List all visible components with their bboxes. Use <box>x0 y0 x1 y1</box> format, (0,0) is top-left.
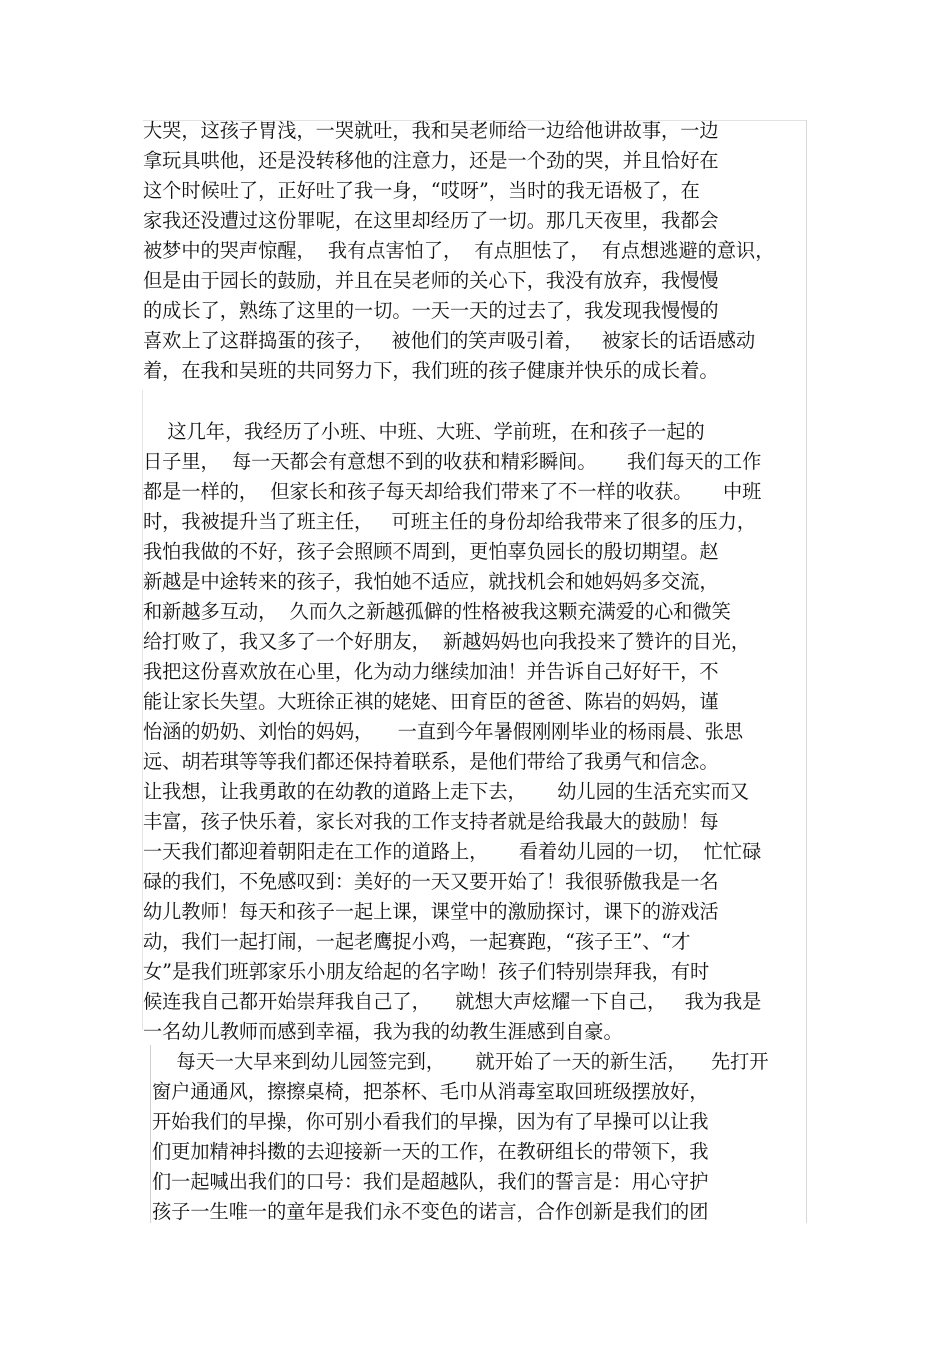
text-line: 日子里， 每一天都会有意想不到的收获和精彩瞬间。 我们每天的工作 <box>143 450 762 473</box>
text-line: 都是一样的， 但家长和孩子每天却给我们带来了不一样的收获。 中班 <box>143 480 762 503</box>
text-line: 大哭，这孩子胃浅，一哭就吐，我和吴老师给一边给他讲故事，一边 <box>143 119 719 142</box>
text-line: 女”是我们班郭家乐小朋友给起的名字呦！孩子们特别崇拜我，有时 <box>143 960 710 983</box>
text-line: 我怕我做的不好，孩子会照顾不周到，更怕辜负园长的殷切期望。赵 <box>143 540 719 563</box>
text-line: 这个时候吐了，正好吐了我一身，“哎呀”，当时的我无语极了，在 <box>143 179 700 202</box>
text-line: 着，在我和吴班的共同努力下，我们班的孩子健康并快乐的成长着。 <box>143 359 719 382</box>
page-border-right <box>806 120 807 1223</box>
text-line: 新越是中途转来的孩子，我怕她不适应，就找机会和她妈妈多交流， <box>143 570 719 593</box>
text-line: 家我还没遭过这份罪呢，在这里却经历了一切。那几天夜里，我都会 <box>143 209 719 232</box>
paragraph-start-line: 每天一大早来到幼儿园签完到， 就开始了一天的新生活， 先打开 <box>152 1050 769 1073</box>
text-line: 怡涵的奶奶、刘怡的妈妈， 一直到今年暑假刚刚毕业的杨雨晨、张思 <box>143 720 744 743</box>
text-line: 一天我们都迎着朝阳走在工作的道路上， 看着幼儿园的一切， 忙忙碌 <box>143 840 762 863</box>
page-border-left-lower <box>150 1045 151 1223</box>
text-line: 的成长了，熟练了这里的一切。一天一天的过去了，我发现我慢慢的 <box>143 299 719 322</box>
text-line: 幼儿教师！每天和孩子一起上课，课堂中的激励探讨，课下的游戏活 <box>143 900 719 923</box>
text-line: 我把这份喜欢放在心里，化为动力继续加油！并告诉自己好好干，不 <box>143 660 719 683</box>
text-line: 孩子一生唯一的童年是我们永不变色的诺言，合作创新是我们的团 <box>152 1200 709 1223</box>
text-line: 远、胡若琪等等我们都还保持着联系，是他们带给了我勇气和信念。 <box>143 750 719 773</box>
text-line: 给打败了，我又多了一个好朋友， 新越妈妈也向我投来了赞许的目光， <box>143 630 751 653</box>
text-line: 碌的我们，不免感叹到：美好的一天又要开始了！我很骄傲我是一名 <box>143 870 719 893</box>
text-line: 一名幼儿教师而感到幸福，我为我的幼教生涯感到自豪。 <box>143 1020 623 1043</box>
text-line: 让我想，让我勇敢的在幼教的道路上走下去， 幼儿园的生活充实而又 <box>143 780 750 803</box>
paragraph-start-line: 这几年，我经历了小班、中班、大班、学前班，在和孩子一起的 <box>143 420 705 443</box>
text-line: 喜欢上了这群捣蛋的孩子， 被他们的笑声吸引着， 被家长的话语感动 <box>143 329 756 352</box>
text-line: 能让家长失望。大班徐正祺的姥姥、田育臣的爸爸、陈岩的妈妈，谨 <box>143 690 719 713</box>
text-line: 丰富，孩子快乐着，家长对我的工作支持者就是给我最大的鼓励！每 <box>143 810 719 833</box>
text-line: 候连我自己都开始崇拜我自己了， 就想大声炫耀一下自己， 我为我是 <box>143 990 762 1013</box>
text-line: 们一起喊出我们的口号：我们是超越队，我们的誓言是：用心守护 <box>152 1170 709 1193</box>
text-line: 窗户通通风，擦擦桌椅，把茶杯、毛巾从消毒室取回班级摆放好， <box>152 1080 709 1103</box>
text-line: 被梦中的哭声惊醒， 我有点害怕了， 有点胆怯了， 有点想逃避的意识， <box>143 239 775 262</box>
text-line: 开始我们的早操，你可别小看我们的早操，因为有了早操可以让我 <box>152 1110 709 1133</box>
text-line: 拿玩具哄他，还是没转移他的注意力，还是一个劲的哭，并且恰好在 <box>143 149 719 172</box>
text-line: 和新越多互动， 久而久之新越孤僻的性格被我这颗充满爱的心和微笑 <box>143 600 731 623</box>
text-line: 但是由于园长的鼓励，并且在吴老师的关心下，我没有放弃，我慢慢 <box>143 269 719 292</box>
text-line: 们更加精神抖擞的去迎接新一天的工作，在教研组长的带领下，我 <box>152 1140 709 1163</box>
text-line: 动，我们一起打闹，一起老鹰捉小鸡，一起赛跑，“孩子王”、“才 <box>143 930 691 953</box>
text-line: 时，我被提升当了班主任， 可班主任的身份却给我带来了很多的压力， <box>143 510 757 533</box>
